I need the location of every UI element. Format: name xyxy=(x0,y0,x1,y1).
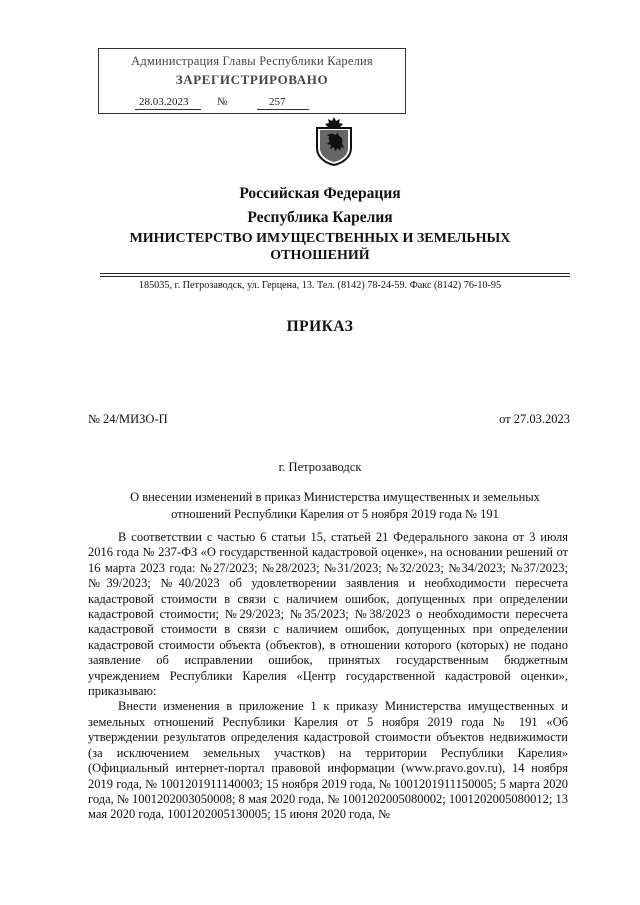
document-date: от 27.03.2023 xyxy=(499,412,570,426)
ministry-heading: МИНИСТЕРСТВО ИМУЩЕСТВЕННЫХ И ЗЕМЕЛЬНЫХ ОТНОШЕНИЙ xyxy=(129,231,511,263)
country-heading: Российская Федерация xyxy=(239,185,401,202)
document-type: ПРИКАЗ xyxy=(286,318,354,335)
body-paragraph: В соответствии с частью 6 статьи 15, статьей 21 Федерального закона от 3 июля 2016 года № 237-ФЗ «О государственной кадастровой оценке», на основании решений от 16 марта 2023 года: №27/2023; №28/2023; №31/2023; №32/2023; №34/2023; №37/2023; №39/2023; №40/2023 об удовлетворении заявления и необходимости пересчета кадастровой стоимости в связи с наличием ошибок, допущенных при определении кадастровой стоимости; №29/2023; №35/2023; №38/2023 о необходимости пересчета кадастровой стоимости в связи с наличием ошибок, допущенных при определении кадастровой стоимости объекта (объектов), в отношении которого (которых) не подано заявление об исправлении ошибок, принятых государственным бюджетным учреждением Республики Карелия «Центр государственной кадастровой оценки», приказываю: xyxy=(88,530,568,699)
body-paragraph: Внести изменения в приложение 1 к приказу Министерства имущественных и земельных отношений Республики Карелия от 5 ноября 2019 года № 191 «Об утверждении результатов определения кадастровой стоимости объектов недвижимости (за исключением земельных участков) на территории Республики Карелия» (Официальный интернет-портал правовой информации (www.pravo.gov.ru), 14 ноября 2019 года, № 1001201911140003; 15 ноября 2019 года, № 1001201911150005; 5 марта 2020 года, № 1001202003050008; 8 мая 2020 года, № 1001202005080002; 1001202005080012; 13 мая 2020 года, 1001202005130005; 15 июня 2020 года, № xyxy=(88,699,568,822)
document-number: № 24/МИЗО-П xyxy=(88,412,168,426)
stamp-date-underline xyxy=(135,109,201,110)
stamp-number-underline xyxy=(257,109,309,110)
header-rule-top xyxy=(100,273,570,274)
ministry-address: 185035, г. Петрозаводск, ул. Герцена, 13. Тел. (8142) 78-24-59. Факс (8142) 76-10-95 xyxy=(138,280,502,291)
header-rule-bottom xyxy=(100,276,570,277)
registration-stamp xyxy=(98,48,406,114)
document-body xyxy=(88,530,568,823)
coat-of-arms-icon xyxy=(314,116,354,166)
stamp-authority: Администрация Главы Республики Карелия xyxy=(131,54,373,68)
stamp-date: 28.03.2023 xyxy=(139,96,189,108)
document-city: г. Петрозаводск xyxy=(278,460,362,474)
stamp-registered: ЗАРЕГИСТРИРОВАНО xyxy=(175,72,329,87)
stamp-number: 257 xyxy=(269,96,286,108)
stamp-number-label: № xyxy=(217,96,228,108)
republic-heading: Республика Карелия xyxy=(247,209,393,226)
document-subject: О внесении изменений в приказ Министерства имущественных и земельных отношений Республики Карелия от 5 ноября 2019 года № 191 xyxy=(130,490,540,521)
